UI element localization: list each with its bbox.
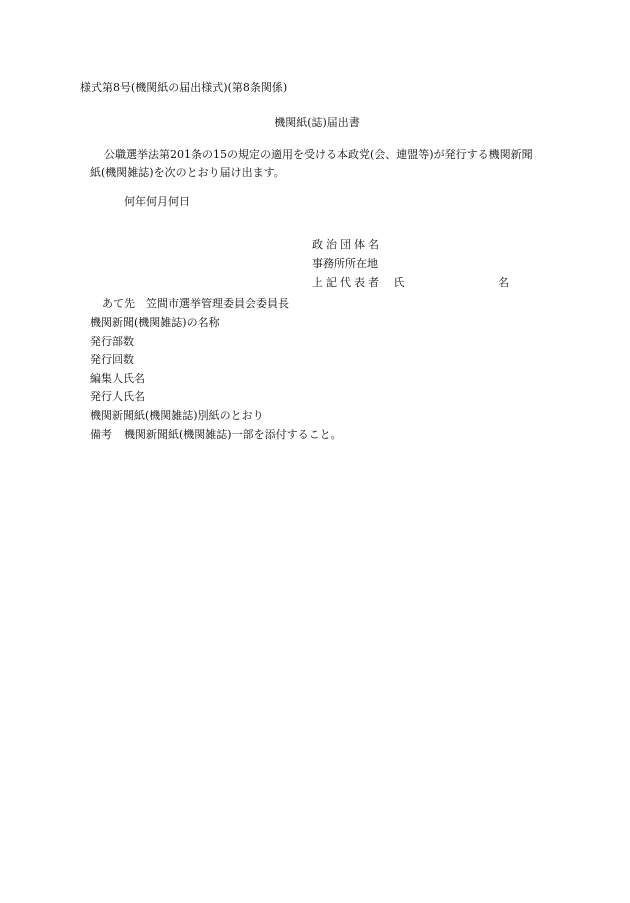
party-info-block (312, 238, 509, 295)
field-attachment: 機関新聞紙(機関雑誌)別紙のとおり (90, 408, 264, 422)
field-newspaper-name: 機関新聞(機関雑誌)の名称 (90, 316, 220, 329)
field-note (90, 428, 342, 447)
field-frequency: 発行回数 (90, 353, 134, 367)
field-publisher: 発行人氏名 (90, 390, 145, 404)
office-address-label: 事務所所在地 (312, 257, 378, 270)
submission-date: 何年何月何日 (124, 195, 190, 208)
fields-list (90, 316, 342, 446)
given-name-label: 名 (498, 276, 509, 289)
form-number: 様式第8号(機関紙の届出様式)(第8条関係) (80, 81, 288, 94)
body-paragraph (80, 146, 550, 182)
field-editor: 編集人氏名 (90, 371, 145, 385)
document-title: 機関紙(誌)届出書 (274, 116, 360, 129)
addressee: あて先 笠間市選挙管理委員会委員長 (102, 297, 289, 310)
field-copies: 発行部数 (90, 334, 134, 348)
representative-label: 上記代表者 (312, 276, 382, 289)
org-name-label: 政治団体名 (312, 238, 382, 251)
body-line-2: 紙(機関雑誌)を次のとおり届け出ます。 (90, 166, 285, 179)
note-label: 備考 (90, 427, 112, 441)
surname-label: 氏 (393, 276, 405, 289)
body-line-1: 公職選挙法第201条の15の規定の適用を受ける本政党(会、連盟等)が発行する機関新聞 (104, 148, 533, 161)
note-text: 機関新聞紙(機関雑誌)一部を添付すること。 (124, 427, 342, 441)
representative-row (312, 276, 509, 295)
